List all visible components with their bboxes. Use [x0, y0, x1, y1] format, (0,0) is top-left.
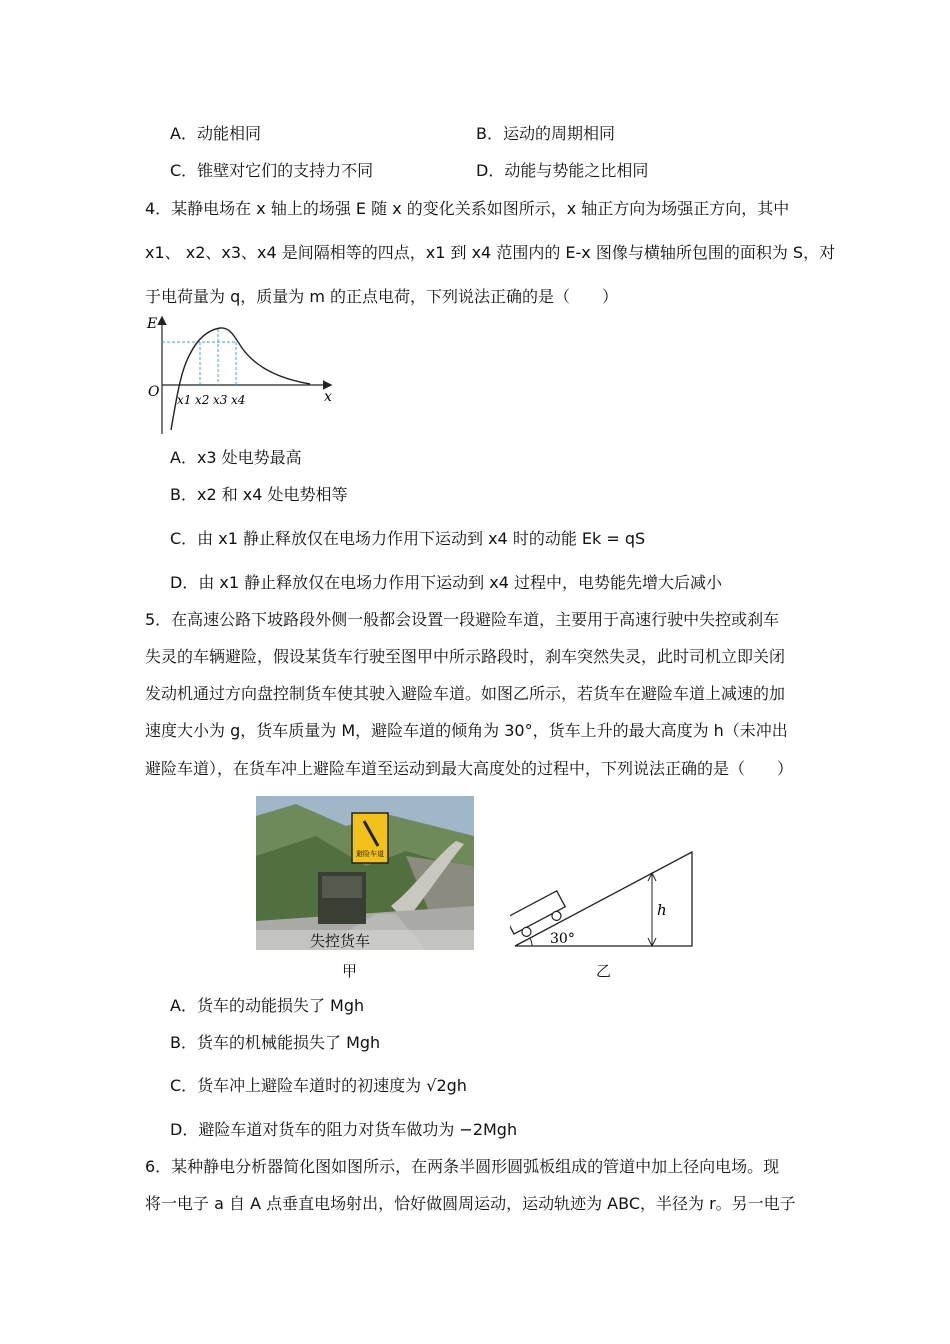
q4-option-c: C．由 x1 静止释放仅在电场力作用下运动到 x4 时的动能 Ek = qS: [170, 529, 646, 548]
truck-photo: [256, 796, 474, 950]
q5-stem-line3: 发动机通过方向盘控制货车使其驶入避险车道。如图乙所示，若货车在避险车道上减速的加: [145, 684, 786, 703]
q4-stem-line2: x1、 x2、x3、x4 是间隔相等的四点，x1 到 x4 范围内的 E-x 图像与横轴所包围的面积为 S，对: [145, 243, 836, 262]
angle-label: 30°: [550, 931, 575, 947]
q3-option-d: D．动能与势能之比相同: [476, 161, 649, 180]
q5-option-c: C．货车冲上避险车道时的初速度为 √2gh: [170, 1076, 467, 1095]
graph-xlabel: x: [324, 389, 332, 405]
q5-option-b: B．货车的机械能损失了 Mgh: [170, 1033, 381, 1052]
q6-stem-line1: 6．某种静电分析器简化图如图所示，在两条半圆形圆弧板组成的管道中加上径向电场。现: [145, 1157, 780, 1176]
q5-option-a: A．货车的动能损失了 Mgh: [170, 996, 365, 1015]
photo-caption: 失控货车: [309, 932, 371, 950]
e-x-graph: [140, 312, 340, 437]
sign-text: 避险车道: [356, 850, 384, 858]
q3-option-b: B．运动的周期相同: [476, 124, 615, 143]
incline-diagram: [510, 840, 700, 952]
q6-stem-line2: 将一电子 a 自 A 点垂直电场射出，恰好做圆周运动，运动轨迹为 ABC，半径为 r。另一电子: [145, 1194, 796, 1213]
q5-stem-line1: 5．在高速公路下坡路段外侧一般都会设置一段避险车道，主要用于高速行驶中失控或刹车: [145, 610, 780, 629]
q3-option-c: C．锥壁对它们的支持力不同: [170, 161, 374, 180]
q5-stem-line2: 失灵的车辆避险，假设某货车行驶至图甲中所示路段时，刹车突然失灵，此时司机立即关闭: [145, 647, 786, 666]
q4-option-b: B．x2 和 x4 处电势相等: [170, 485, 348, 504]
q5-stem-line4: 速度大小为 g，货车质量为 M，避险车道的倾角为 30°，货车上升的最大高度为 h（未冲出: [145, 721, 788, 740]
graph-origin: O: [148, 384, 160, 400]
height-label: h: [657, 901, 667, 919]
q4-stem-line1: 4．某静电场在 x 轴上的场强 E 随 x 的变化关系如图所示，x 轴正方向为场强正方向，其中: [145, 199, 790, 218]
fig-jia-label: 甲: [342, 962, 358, 980]
q4-option-a: A．x3 处电势最高: [170, 448, 302, 467]
tick-x4: x4: [231, 393, 246, 407]
fig-yi-label: 乙: [596, 962, 612, 980]
graph-ylabel: E: [147, 316, 158, 332]
q4-stem-line3: 于电荷量为 q，质量为 m 的正点电荷，下列说法正确的是（ ）: [145, 287, 619, 306]
q5-stem-line5: 避险车道），在货车冲上避险车道至运动到最大高度处的过程中，下列说法正确的是（ ）: [145, 759, 794, 778]
tick-x1: x1: [177, 393, 192, 407]
q3-option-a: A．动能相同: [170, 124, 261, 143]
e-curve: [171, 328, 310, 430]
q4-option-d: D．由 x1 静止释放仅在电场力作用下运动到 x4 过程中，电势能先增大后减小: [170, 573, 722, 592]
q5-option-d: D．避险车道对货车的阻力对货车做功为 −2Mgh: [170, 1120, 518, 1139]
tick-x3: x3: [213, 393, 228, 407]
tick-x2: x2: [195, 393, 210, 407]
